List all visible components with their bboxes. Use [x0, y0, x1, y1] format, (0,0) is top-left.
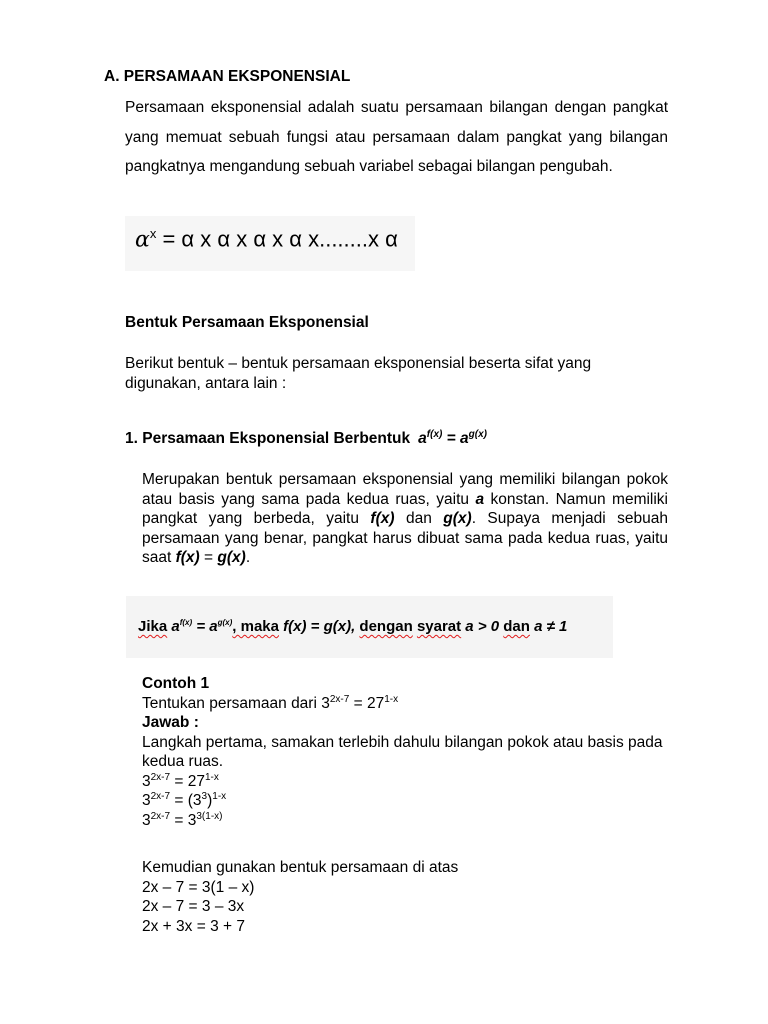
- example-title: Contoh 1: [142, 675, 210, 692]
- numbered-heading-text: 1. Persamaan Eksponensial Berbentuk: [125, 430, 411, 448]
- eq-exp: 3(1-x): [196, 810, 223, 822]
- intro-line: pangkat yang memuat sebuah fungsi atau persamaan dalam pangkat: [125, 99, 669, 146]
- rule-condition: a > 0: [461, 618, 504, 635]
- rule-eq: =: [192, 618, 210, 635]
- equation-line: [142, 772, 668, 792]
- formula-exp-right: g(x): [468, 429, 487, 440]
- rule-word: dengan: [359, 618, 413, 635]
- rule-word: syarat: [416, 618, 462, 635]
- para-emph: g(x): [217, 549, 246, 566]
- eq-text: = 27: [170, 772, 205, 790]
- formula-exp-left: f(x): [426, 429, 443, 440]
- example-question: [142, 694, 668, 714]
- eq-text: = (3: [170, 792, 202, 809]
- eq-text: = 3: [170, 811, 197, 829]
- eq-exp: 2x-7: [150, 790, 171, 802]
- equation-line: 2x + 3x = 3 + 7: [142, 917, 245, 935]
- description-line: Berikut bentuk – bentuk persamaan eksponensial beserta sifat yang: [125, 355, 592, 372]
- rule-statement: [138, 618, 567, 635]
- para-text: =: [199, 549, 218, 566]
- rule-image: [126, 596, 613, 658]
- formula-exponent: x: [149, 226, 157, 241]
- eq-text: ): [207, 792, 213, 809]
- equation-line: [142, 811, 668, 831]
- step-text: Langkah pertama, samakan terlebih dahulu bilangan pokok atau basis pada kedua ruas.: [142, 733, 663, 770]
- subsection-description: [125, 354, 645, 393]
- para-emph: f(x): [370, 510, 395, 527]
- rule-condition: a ≠ 1: [529, 618, 568, 635]
- formula-image: [125, 216, 415, 271]
- eq-exp: 1-x: [204, 771, 219, 783]
- rule-exp: g(x): [217, 618, 233, 627]
- numbered-heading: [125, 429, 487, 448]
- heading-formula: [418, 430, 487, 447]
- formula-rest: = α x α x α x α x........x α: [156, 226, 398, 252]
- para-emph: g(x): [443, 510, 472, 527]
- question-exp: 1-x: [384, 693, 399, 705]
- para-text: konstan. Namun memiliki pangkat yang berbeda, yaitu: [142, 490, 669, 527]
- subsection-heading: Bentuk Persamaan Eksponensial: [125, 314, 369, 331]
- eq-exp: 1-x: [212, 790, 227, 802]
- rule-base: a: [171, 618, 180, 635]
- step-text: Kemudian gunakan bentuk persamaan di atas: [142, 859, 459, 876]
- para-emph: f(x): [175, 549, 200, 566]
- intro-line: bilangan pengubah.: [476, 158, 613, 176]
- intro-paragraph: [125, 93, 668, 182]
- eq-base: 3: [142, 811, 151, 829]
- para-emph: a: [475, 490, 485, 508]
- second-steps: [142, 858, 458, 936]
- example-block: [142, 674, 668, 830]
- question-text: = 27: [349, 694, 385, 712]
- equation-line: [142, 791, 668, 811]
- eq-exp: 2x-7: [150, 810, 171, 822]
- rule-base: a: [209, 618, 218, 635]
- eq-base: 3: [142, 792, 151, 809]
- rule-word: dan: [503, 618, 530, 635]
- rule-word: , maka: [232, 618, 279, 635]
- section-heading: A. PERSAMAAN EKSPONENSIAL: [104, 68, 351, 85]
- question-text: Tentukan persamaan dari 3: [142, 694, 330, 712]
- rule-exp: f(x): [179, 618, 193, 627]
- para-text: dan: [394, 510, 444, 527]
- equation-line: 2x – 7 = 3 – 3x: [142, 898, 245, 915]
- description-line: digunakan, antara lain :: [125, 374, 287, 392]
- formula-base: α: [135, 227, 150, 253]
- question-exp: 2x-7: [329, 693, 350, 705]
- eq-exp: 2x-7: [150, 771, 171, 783]
- exponent-definition-formula: [135, 226, 398, 252]
- eq-base: 3: [142, 772, 151, 790]
- formula-equals: =: [442, 430, 461, 448]
- formula-base-left: a: [418, 430, 427, 448]
- formula-base-right: a: [460, 430, 469, 448]
- para-text: .: [245, 549, 251, 566]
- para-text: Merupakan bentuk persamaan eksponensial yang memiliki bilangan pokok atau basis yang sama pada kedua ruas, yaitu: [142, 471, 668, 508]
- explanation-paragraph: [142, 470, 668, 568]
- rule-word: Jika: [138, 618, 168, 635]
- eq-exp: 3: [201, 790, 208, 802]
- intro-line: yang bilangan pangkatnya mengandung sebuah variabel sebagai: [125, 128, 669, 176]
- equation-line: 2x – 7 = 3(1 – x): [142, 878, 255, 896]
- rule-formula: f(x) = g(x),: [279, 618, 360, 635]
- para-text: . Supaya menjadi sebuah persamaan yang benar, pangkat harus dibuat sama pada kedua ruas, yaitu saat: [142, 510, 668, 566]
- answer-label: Jawab :: [142, 714, 199, 731]
- intro-line: Persamaan eksponensial adalah suatu persamaan bilangan dengan: [125, 99, 607, 116]
